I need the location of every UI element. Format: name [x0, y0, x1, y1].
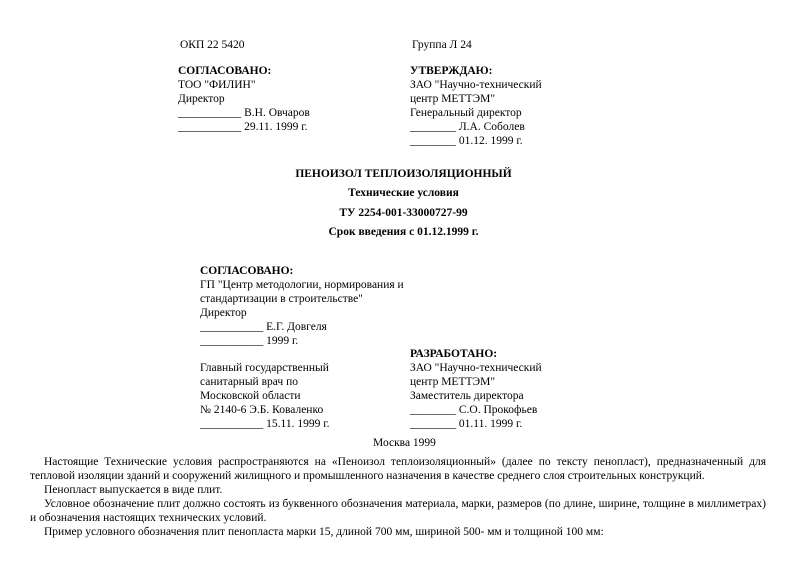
- sanitary-line4: № 2140-6 Э.Б. Коваленко: [200, 404, 324, 416]
- developed-position: Заместитель директора: [410, 390, 524, 402]
- approved-position: Генеральный директор: [410, 107, 522, 119]
- approved-org-line2: центр МЕТТЭМ": [410, 93, 496, 105]
- sanitary-line1: Главный государственный: [200, 362, 329, 374]
- agreed-org: ТОО "ФИЛИН": [178, 79, 256, 91]
- agreed-center-org-line2: стандартизации в строительстве": [200, 293, 363, 305]
- sanitary-date: ___________ 15.11. 1999 г.: [200, 418, 330, 430]
- agreed-heading: СОГЛАСОВАНО:: [178, 65, 272, 77]
- developed-org-line2: центр МЕТТЭМ": [410, 376, 496, 388]
- approved-org-line1: ЗАО "Научно-технический: [410, 79, 542, 91]
- agreed-position: Директор: [178, 93, 225, 105]
- approved-date: ________ 01.12. 1999 г.: [410, 135, 523, 147]
- agreed-date: ___________ 29.11. 1999 г.: [178, 121, 308, 133]
- city-year: Москва 1999: [373, 437, 436, 449]
- sanitary-line2: санитарный врач по: [200, 376, 298, 388]
- approved-heading: УТВЕРЖДАЮ:: [410, 65, 493, 77]
- agreed-center-heading: СОГЛАСОВАНО:: [200, 265, 294, 277]
- okp-code: ОКП 22 5420: [180, 39, 245, 51]
- paragraph-example: Пример условного обозначения плит пенопласта марки 15, длиной 700 мм, шириной 500- мм и толщиной 100 мм:: [44, 526, 604, 538]
- effective-date: Срок введения с 01.12.1999 г.: [328, 226, 479, 238]
- document-title: ПЕНОИЗОЛ ТЕПЛОИЗОЛЯЦИОННЫЙ: [295, 168, 512, 180]
- document-subtitle: Технические условия: [348, 187, 459, 199]
- paragraph-scope: Настоящие Технические условия распространяются на «Пеноизол теплоизоляционный» (далее по тексту пенопласт), предназначенный для тепловой изоляции зданий и сооружений жилищного и промышленного назначения в качестве среднего слоя строительных конструкций.: [30, 456, 766, 482]
- document-code: ТУ 2254-001-33000727-99: [339, 207, 468, 219]
- paragraph-form: Пенопласт выпускается в виде плит.: [44, 484, 223, 496]
- agreed-center-position: Директор: [200, 307, 247, 319]
- group-code: Группа Л 24: [412, 39, 472, 51]
- developed-date: ________ 01.11. 1999 г.: [410, 418, 523, 430]
- agreed-center-signature: ___________ Е.Г. Довгеля: [200, 321, 327, 333]
- agreed-signature: ___________ В.Н. Овчаров: [178, 107, 310, 119]
- developed-signature: ________ С.О. Прокофьев: [410, 404, 538, 416]
- agreed-center-date: ___________ 1999 г.: [200, 335, 299, 347]
- developed-org-line1: ЗАО "Научно-технический: [410, 362, 542, 374]
- agreed-center-org-line1: ГП "Центр методологии, нормирования и: [200, 279, 404, 291]
- developed-heading: РАЗРАБОТАНО:: [410, 348, 498, 360]
- paragraph-designation: Условное обозначение плит должно состоять из буквенного обозначения материала, марки, размеров (по длине, ширине, толщине в миллиметрах) и обозначения настоящих технических условий.: [30, 498, 766, 524]
- approved-signature: ________ Л.А. Соболев: [410, 121, 525, 133]
- sanitary-line3: Московской области: [200, 390, 301, 402]
